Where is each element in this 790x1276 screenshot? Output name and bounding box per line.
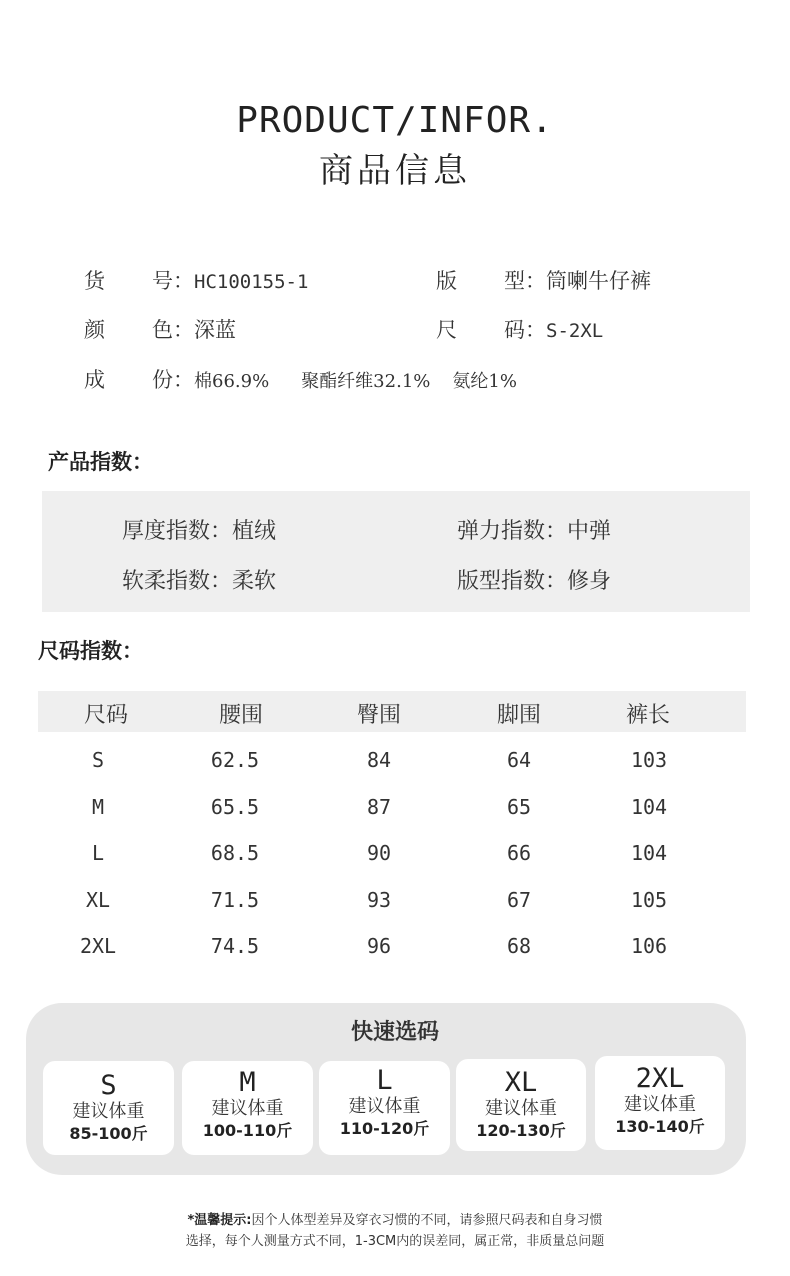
size-table-cell: 65.5 (210, 795, 260, 819)
quick-select-card-l[interactable] (319, 1061, 450, 1155)
composition-cotton: 棉66.9% (194, 371, 270, 392)
info-label: 份： (152, 368, 194, 392)
info-label: 色： (152, 318, 194, 342)
warm-tip-text: 因个人体型差异及穿衣习惯的不同，请参照尺码表和自身习惯 (251, 1213, 603, 1228)
info-value: S-2XL (546, 320, 604, 342)
index-label: 软柔指数： (122, 569, 233, 594)
card-size: L (376, 1065, 393, 1096)
index-label: 厚度指数： (122, 519, 233, 544)
size-table-cell: L (91, 841, 105, 865)
size-table-cell: 65 (506, 795, 532, 819)
info-label: 货 (84, 269, 105, 293)
info-composition (84, 364, 517, 394)
size-table-cell: S (91, 748, 105, 772)
size-table-cell: 67 (506, 888, 532, 912)
size-table-cell: 84 (366, 748, 392, 772)
info-label: 码： (504, 318, 546, 342)
size-table-header-cell: 臀围 (356, 703, 401, 728)
size-table-cell: 68 (506, 934, 532, 958)
index-value: 植绒 (232, 519, 277, 544)
card-weight-range: 130-140斤 (615, 1117, 705, 1136)
card-label: 建议体重 (211, 1098, 284, 1119)
warm-tip-line-2: 选择，每个人测量方式不同，1-3CM内的误差同，属正常，非质量总问题 (185, 1234, 605, 1249)
info-item-number (84, 265, 308, 295)
index-fit (457, 564, 611, 595)
info-label: 成 (84, 368, 105, 392)
info-label: 颜 (84, 318, 105, 342)
composition-spandex: 氨纶1% (452, 371, 517, 392)
info-value: 深蓝 (194, 318, 236, 342)
card-weight-range: 120-130斤 (476, 1121, 566, 1140)
size-table-cell: 66 (506, 841, 532, 865)
warm-tip-prefix: *温馨提示: (187, 1213, 252, 1228)
size-table-header-cell: 尺码 (83, 703, 128, 728)
card-weight-range: 100-110斤 (202, 1121, 293, 1140)
card-label: 建议体重 (485, 1098, 557, 1119)
size-table-cell: 2XL (79, 934, 117, 958)
info-color (84, 314, 236, 344)
size-table-cell: 68.5 (210, 841, 260, 865)
size-table-cell: 87 (366, 795, 392, 819)
index-label: 版型指数： (457, 569, 568, 594)
size-table-cell: 90 (366, 841, 392, 865)
title-chinese: 商品信息 (319, 151, 471, 191)
index-softness (122, 564, 276, 595)
info-label: 型： (504, 269, 546, 293)
size-table-cell: 106 (630, 934, 668, 958)
info-label: 尺 (436, 318, 457, 342)
size-table-cell: 104 (630, 795, 668, 819)
size-table-cell: 93 (366, 888, 392, 912)
size-table-header-cell: 腰围 (218, 703, 263, 728)
index-value: 修身 (567, 569, 612, 594)
info-value: HC100155-1 (194, 271, 309, 293)
size-table-cell: XL (85, 888, 111, 912)
quick-select-title: 快速选码 (350, 1020, 439, 1045)
info-label: 版 (436, 269, 457, 293)
card-size: S (100, 1070, 117, 1101)
size-index-heading: 尺码指数： (38, 639, 143, 663)
size-table-cell: 62.5 (210, 748, 260, 772)
size-table-cell: 103 (630, 748, 668, 772)
index-elasticity (457, 514, 611, 545)
size-table-cell: 96 (366, 934, 392, 958)
quick-select-card-m[interactable] (182, 1061, 313, 1155)
card-weight-range: 85-100斤 (69, 1124, 148, 1143)
size-table-cell: 74.5 (210, 934, 260, 958)
card-label: 建议体重 (72, 1101, 145, 1122)
size-table-cell: 105 (630, 888, 668, 912)
size-table-cell: 104 (630, 841, 668, 865)
card-weight-range: 110-120斤 (339, 1119, 430, 1138)
card-size: M (239, 1067, 256, 1098)
index-thickness (122, 514, 276, 545)
info-size (436, 314, 603, 344)
size-table-header-cell: 脚围 (496, 703, 541, 728)
info-style (436, 265, 651, 295)
quick-select-card-xl[interactable] (456, 1059, 586, 1151)
index-value: 柔软 (232, 569, 277, 594)
card-size: 2XL (635, 1063, 685, 1094)
title-english: PRODUCT/INFOR. (236, 100, 554, 141)
product-index-heading: 产品指数： (48, 450, 153, 474)
size-table-cell: 64 (506, 748, 532, 772)
index-label: 弹力指数： (457, 519, 568, 544)
index-value: 中弹 (567, 519, 612, 544)
card-label: 建议体重 (348, 1096, 421, 1117)
quick-select-card-2xl[interactable] (595, 1056, 725, 1150)
composition-polyester: 聚酯纤维32.1% (301, 371, 431, 392)
info-label: 号： (152, 269, 194, 293)
size-table-header-cell: 裤长 (625, 703, 670, 728)
quick-select-card-s[interactable] (43, 1061, 174, 1155)
size-table-cell: 71.5 (210, 888, 260, 912)
info-value: 筒喇牛仔裤 (546, 269, 651, 293)
card-size: XL (504, 1067, 538, 1098)
card-label: 建议体重 (624, 1094, 696, 1115)
size-table-cell: M (91, 795, 105, 819)
warm-tip-line-1 (0, 1209, 790, 1228)
